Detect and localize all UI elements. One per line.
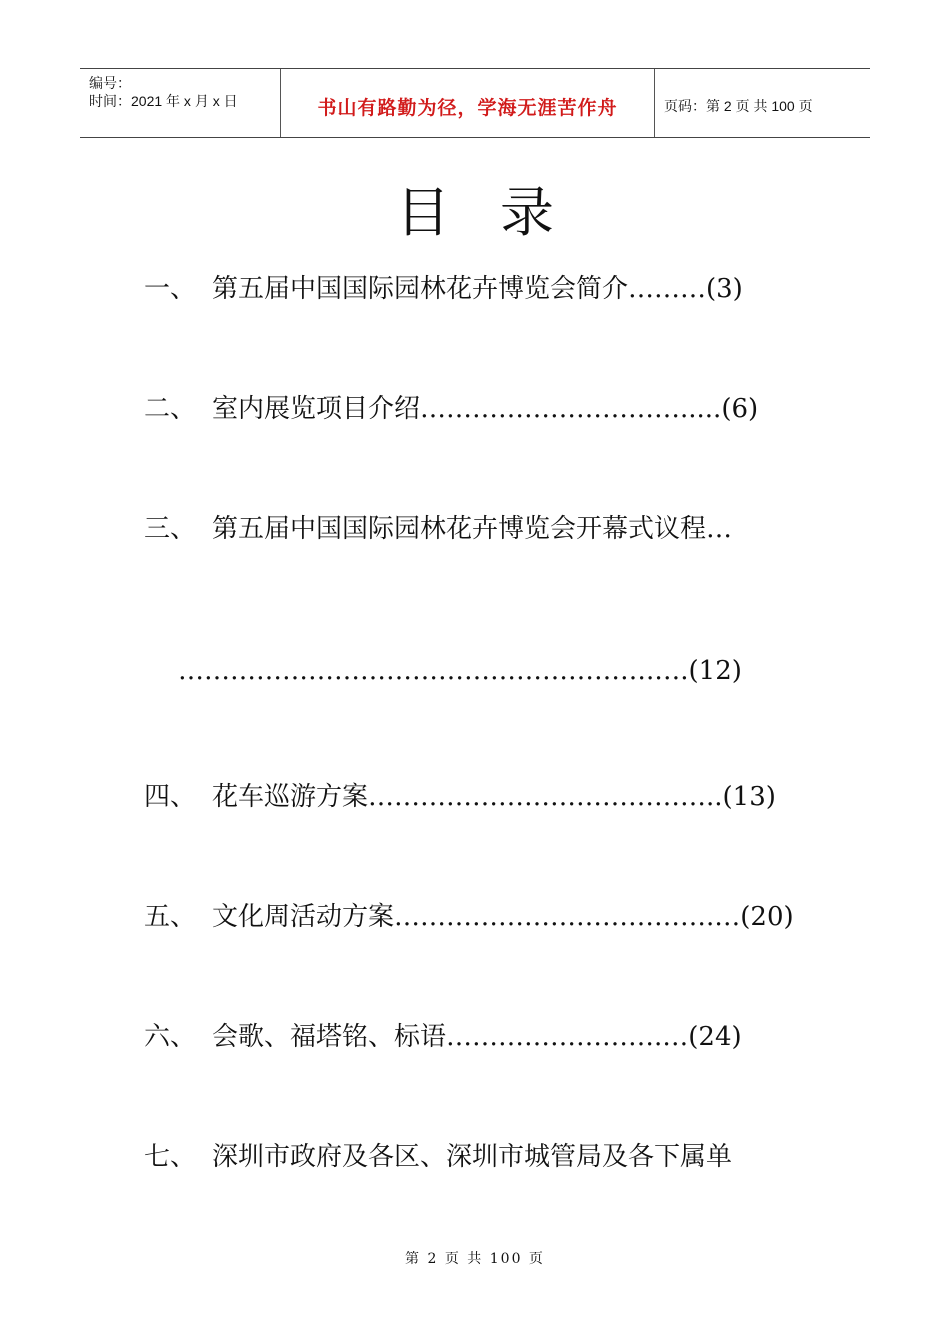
toc-entry xyxy=(144,776,776,813)
document-time: 时间：2021 年 x 月 x 日 xyxy=(89,93,238,109)
header-page-cell xyxy=(654,69,870,137)
toc-entry-text: 室内展览项目介绍………………………….....(6) xyxy=(212,394,759,424)
toc-entry-text: 文化周活动方案……………………………….…(20) xyxy=(212,902,794,932)
toc-entry xyxy=(144,388,758,425)
toc-entry xyxy=(144,896,794,933)
toc-entry-text: 第五届中国国际园林花卉博览会开幕式议程… xyxy=(212,514,733,544)
header-motto-cell xyxy=(280,69,655,137)
toc-title: 目录 xyxy=(396,181,604,244)
toc-entry-text: 深圳市政府及各区、深圳市城管局及各下属单 xyxy=(212,1142,733,1172)
toc-entry-number: 二、 xyxy=(144,394,197,424)
header-meta-cell xyxy=(80,69,280,137)
toc-entry-number: 三、 xyxy=(144,514,197,544)
toc-entry-number: 六、 xyxy=(144,1022,197,1052)
toc-entry-text: 会歌、福塔铭、标语…………………….…(24) xyxy=(212,1022,742,1052)
toc-entry-text: ……………………………………………….….(12) xyxy=(178,656,742,686)
toc-entry xyxy=(144,508,732,545)
toc-entry-text: 第五届中国国际园林花卉博览会简介………(3) xyxy=(212,274,743,304)
page-header xyxy=(80,68,870,138)
toc-entry-number: 五、 xyxy=(144,902,197,932)
document-id-label: 编号： xyxy=(89,75,131,91)
toc-entry xyxy=(144,1016,742,1053)
toc-entry-text: 花车巡游方案…………………………………..(13) xyxy=(212,782,776,812)
toc-entry xyxy=(144,1136,732,1173)
toc-entry-number: 四、 xyxy=(144,782,197,812)
header-motto: 书山有路勤为径，学海无涯苦作舟 xyxy=(317,97,618,119)
toc-entry-number: 七、 xyxy=(144,1142,197,1172)
toc-entry-continuation xyxy=(178,656,742,686)
toc-entry xyxy=(144,268,743,305)
toc-entry-number: 一、 xyxy=(144,274,197,304)
page-footer: 第 2 页 共 100 页 xyxy=(405,1251,545,1267)
header-page-info: 页码：第 2 页 共 100 页 xyxy=(664,98,813,114)
